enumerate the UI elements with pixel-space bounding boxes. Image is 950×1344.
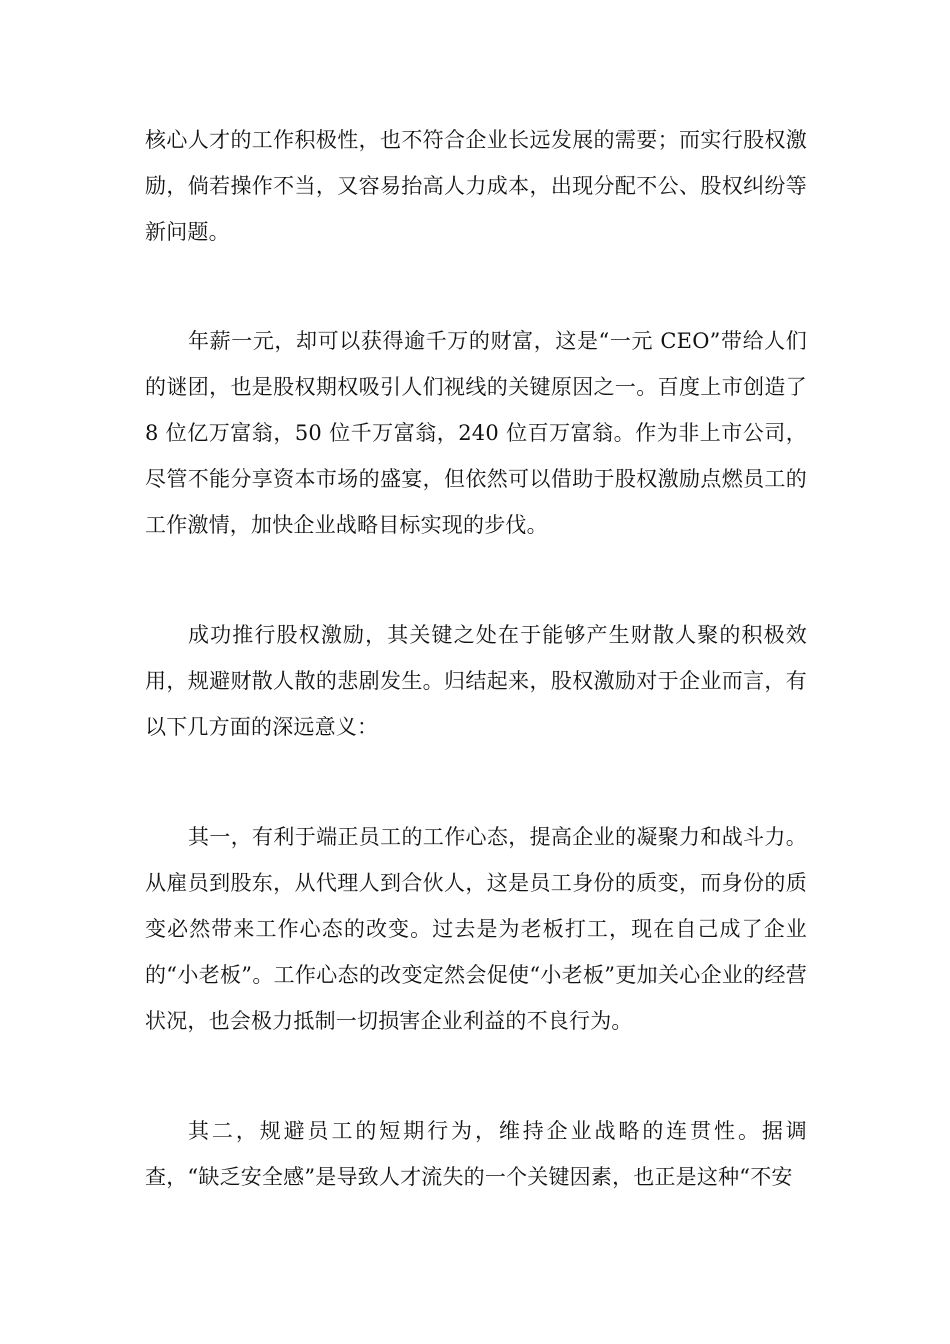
- paragraph-continued: 核心人才的工作积极性，也不符合企业长远发展的需要；而实行股权激励，倘若操作不当，又容易抬高人力成本，出现分配不公、股权纠纷等新问题。: [145, 128, 807, 244]
- paragraph-point-two: 其二，规避员工的短期行为，维持企业战略的连贯性。据调查，“缺乏安全感”是导致人才流失的一个关键因素，也正是这种“不安: [145, 1119, 807, 1189]
- paragraph-annual-salary: 年薪一元，却可以获得逾千万的财富，这是“一元 CEO”带给人们的谜团，也是股权期权吸引人们视线的关键原因之一。百度上市创造了 8 位亿万富翁，50 位千万富翁，240 位百万富翁。作为非上市公司，尽管不能分享资本市场的盛宴，但依然可以借助于股权激励点燃员工的工作激情，加快企业战略目标实现的步伐。: [145, 329, 807, 537]
- paragraph-point-one: 其一，有利于端正员工的工作心态，提高企业的凝聚力和战斗力。从雇员到股东，从代理人到合伙人，这是员工身份的质变，而身份的质变必然带来工作心态的改变。过去是为老板打工，现在自己成了企业的“小老板”。工作心态的改变定然会促使“小老板”更加关心企业的经营状况，也会极力抵制一切损害企业利益的不良行为。: [145, 825, 807, 1033]
- paragraph-equity-significance: 成功推行股权激励，其关键之处在于能够产生财散人聚的积极效用，规避财散人散的悲剧发生。归结起来，股权激励对于企业而言，有以下几方面的深远意义：: [145, 623, 807, 739]
